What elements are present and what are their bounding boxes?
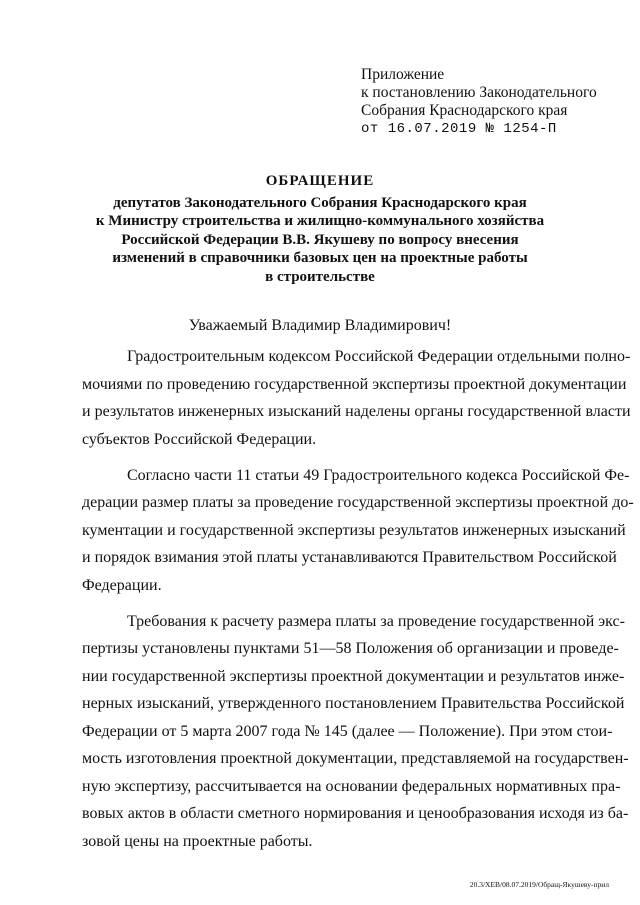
paragraph-line: пертизы установлены пунктами 51—58 Положения об организации и проведе-: [82, 640, 619, 657]
salutation: Уважаемый Владимир Владимирович!: [188, 317, 452, 334]
paragraph-line: мость изготовления проектной документации, представляемой на государствен-: [82, 750, 629, 767]
appendix-resolution: к постановлению Законодательного: [361, 84, 597, 101]
paragraph-line: нерных изысканий, утвержденного постановлением Правительства Российской: [82, 695, 625, 712]
title-line: депутатов Законодательного Собрания Краснодарского края: [113, 194, 527, 211]
document-title: [0, 172, 640, 286]
paragraph-line: зовой цены на проектные работы.: [82, 832, 313, 850]
appendix-assembly: Собрания Краснодарского края: [361, 102, 568, 119]
body-text: [82, 343, 634, 864]
title-line: изменений в справочники базовых цен на проектные работы: [112, 250, 528, 266]
paragraph: [82, 608, 629, 856]
paragraph-line: и результатов инженерных изысканий наделены органы государственной власти: [82, 403, 631, 420]
paragraph-line: вовых актов в области сметного нормирования и ценообразования исходя из ба-: [82, 805, 629, 822]
paragraph-line: кументации и государственной экспертизы результатов инженерных изысканий: [82, 521, 626, 539]
appendix-block: [361, 66, 597, 138]
paragraph: [82, 343, 631, 453]
title-line: в строительстве: [265, 268, 375, 285]
title-heading: ОБРАЩЕНИЕ: [265, 173, 375, 189]
paragraph-line: Федерации.: [82, 576, 162, 594]
paragraph-line: дерации размер платы за проведение государственной экспертизы проектной до-: [82, 494, 634, 511]
paragraph-line: ную экспертизу, рассчитывается на основании федеральных нормативных пра-: [82, 777, 621, 795]
appendix-date-number: от 16.07.2019 № 1254-П: [361, 121, 557, 137]
footer-file-reference: 20.3/ХЕВ/08.07.2019/Обращ-Якушеву-прил: [469, 880, 609, 889]
title-line: к Министру строительства и жилищно-коммунального хозяйства: [95, 213, 545, 229]
paragraph-line: субъектов Российской Федерации.: [82, 430, 317, 448]
paragraph-line: Градостроительным кодексом Российской Федерации отдельными полно-: [127, 348, 631, 365]
paragraph: [82, 462, 634, 600]
title-line: Российской Федерации В.В. Якушеву по вопросу внесения: [121, 231, 519, 248]
paragraph-line: нии государственной экспертизы проектной документации и результатов инже-: [82, 667, 625, 685]
paragraph-line: Требования к расчету размера платы за проведение государственной экс-: [127, 612, 625, 630]
paragraph-line: и порядок взимания этой платы устанавливаются Правительством Российской: [82, 549, 617, 566]
appendix-label: Приложение: [361, 66, 445, 83]
paragraph-line: Федерации от 5 марта 2007 года № 145 (далее — Положение). При этом стои-: [82, 722, 613, 740]
paragraph-line: Согласно части 11 статьи 49 Градостроительного кодекса Российской Фе-: [127, 466, 630, 484]
paragraph-line: мочиями по проведению государственной экспертизы проектной документации: [82, 375, 627, 393]
